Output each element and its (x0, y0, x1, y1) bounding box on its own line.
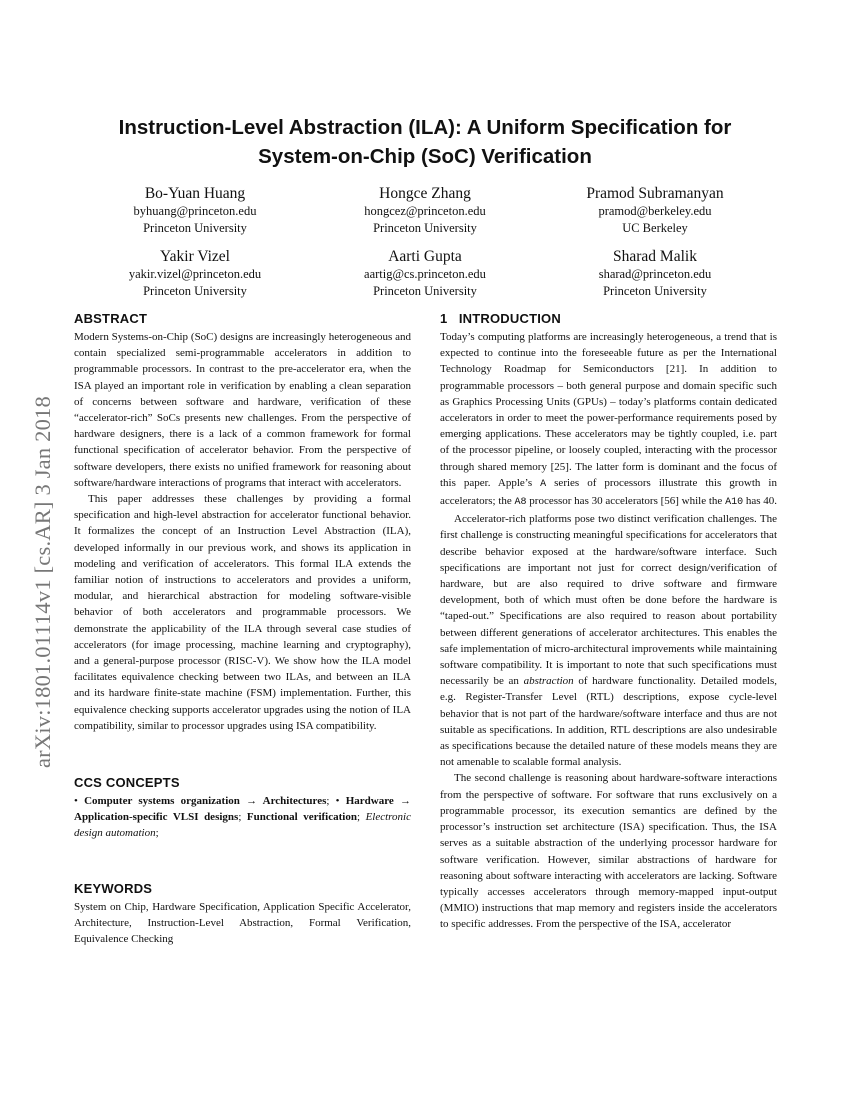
intro-text: Today’s computing platforms are increasingly heterogeneous, a trend that is expected to continue into the foreseeable future as per the International Technology Roadmap for Semiconductors [21]. In addition to programmable processors – both general purpose and domain specific such as Graphics Processing Units (GPUs) – today’s platforms contain dedicated accelerators in order to meet the power-performance requirements posed by emerging applications. These accelerators may be tightly coupled, i.e. part of the processor pipeline, or loosely coupled, interacting with the processor through shared memory [25]. The latter form is dominant and the focus of this paper. Apple’s (440, 331, 777, 489)
keywords-text: System on Chip, Hardware Specification, Application Specific Accelerator, Architecture, Instruction-Level Abstraction, Formal Verification, Equivalence Checking (74, 900, 411, 946)
ccs-concept-2: Hardware → Application-specific VLSI designs (74, 795, 411, 824)
ccs-separator: ; (356, 811, 366, 824)
ccs-end: ; (155, 827, 159, 840)
processor-name-a8: A8 (514, 497, 527, 509)
abstract-section (74, 310, 411, 734)
author-email: pramod@berkeley.edu (598, 204, 712, 218)
intro-text: series of processors illustrate this growth in accelerators; the (440, 476, 777, 508)
author-name: Pramod Subramanyan (586, 185, 724, 202)
author-name: Bo-Yuan Huang (144, 185, 246, 202)
introduction-heading: 1 INTRODUCTION (440, 311, 561, 326)
ccs-separator: ; (238, 811, 247, 824)
ccs-bullet: • (74, 795, 85, 808)
right-column (440, 310, 777, 945)
processor-name-a: A (540, 478, 547, 490)
title-line-1: Instruction-Level Abstraction (ILA): A Uniform Specification for (118, 116, 732, 139)
author-email: aartig@cs.princeton.edu (364, 267, 486, 281)
intro-text: has 40. (743, 495, 778, 508)
intro-text: Accelerator-rich platforms pose two distinct verification challenges. The first challenge is constructing meaningful specifications for accelerators that describe behavior exposed at the hardware/software interface. Such specifications are important not just for correct design/verification of hardware, but are also required to drive software and firmware development, both of which must often be done before the hardware is “taped-out.” Specifications are also required to reason about portability between different generations of accelerator architectures. This enables the safe implementation of micro-architectural improvements while maintaining software compatibility. It is important to note that such specifications must necessarily be an (440, 513, 777, 688)
author-3 (535, 184, 775, 236)
author-affiliation: UC Berkeley (622, 220, 688, 235)
author-4 (75, 247, 315, 299)
author-name: Aarti Gupta (388, 248, 462, 265)
author-2 (305, 184, 545, 236)
author-affiliation: Princeton University (143, 220, 247, 235)
intro-text: of hardware functionality. Detailed models, e.g. Register-Transfer Level (RTL) descriptions, expose cycle-level behavior that is not part of the hardware/software interface and thus are not suitable as specifications. In addition, RTL descriptions are also undesirable as specifications because the detailed nature of these models means they are not amenable to scalable formal analysis. (440, 675, 777, 769)
intro-paragraph-3: The second challenge is reasoning about hardware-software interactions from the perspective of software. For software that runs exclusively on a programmable processor, its execution semantics are defined by the processor’s instruction set architecture (ISA) specification. Thus, the ISA serves as a suitable abstraction of the underlying processor hardware for software verification. However, similar abstractions of hardware for reasoning about software interacting with accelerators are lacking. Software typically accesses accelerators through memory-mapped input-output (MMIO) instructions that map memory and registers inside the accelerators to specific addresses. From the perspective of the ISA, accelerator (440, 772, 777, 931)
ccs-concept-4: Electronic design automation (74, 811, 411, 840)
author-email: sharad@princeton.edu (598, 267, 712, 281)
ccs-concept-1: Computer systems organization → Architectures (84, 795, 327, 808)
paper-title (60, 113, 790, 171)
emphasis-abstraction: abstraction (523, 675, 574, 688)
intro-paragraph-2 (440, 511, 777, 770)
abstract-paragraph-1: Modern Systems-on-Chip (SoC) designs are increasingly heterogeneous and contain specialized semi-programmable accelerators in addition to programmable processors. In contrast to the pre-accelerator era, when the ISA played an important role in verification by enabling a clean separation of concerns between software and hardware, verification of these “accelerator-rich” SoCs presents new challenges. From the perspective of hardware designers, there is a lack of a common framework for formal functional specification of accelerator behavior. From the perspective of software developers, there exists no unified framework for reasoning about software/hardware interactions of programs that interact with accelerators. (74, 331, 411, 489)
keywords-section (74, 880, 411, 948)
intro-text: processor has 30 accelerators [56] while the (526, 495, 726, 508)
author-affiliation: Princeton University (143, 283, 247, 298)
intro-paragraph-1 (440, 329, 777, 511)
author-email: byhuang@princeton.edu (133, 204, 257, 218)
abstract-heading: ABSTRACT (74, 311, 148, 326)
author-6 (535, 247, 775, 299)
author-name: Hongce Zhang (379, 185, 471, 202)
ccs-concepts-section (74, 774, 411, 842)
author-1 (75, 184, 315, 236)
abstract-paragraph-2: This paper addresses these challenges by providing a formal specification and high-level abstraction for accelerator functional behavior. It formalizes the concept of an Instruction Level Abstraction (ILA), developed informally in our previous work, and shows its application in modeling and verification of accelerators. This formal ILA extends the familiar notion of instructions to accelerators and provides a uniform, modular, and hierarchical abstraction for modeling software-visible behavior of both accelerators and programmable processors. We demonstrate the applicability of the ILA through several case studies of accelerators (for image processing, machine learning and cryptography), and a general-purpose processor (RISC-V). We show how the ILA model facilitates equivalence checking between two ILAs, and between an ILA and its hardware finite-state machine (FSM) implementation. Further, this equivalence checking supports accelerator upgrades using the notion of ILA compatibility, similar to processor upgrades using ISA compatibility. (74, 493, 411, 732)
ccs-separator: ; • (326, 795, 346, 808)
author-name: Yakir Vizel (160, 248, 230, 265)
title-line-2: System-on-Chip (SoC) Verification (258, 145, 592, 168)
ccs-concept-3: Functional verification (246, 811, 357, 824)
author-5 (305, 247, 545, 299)
left-column (74, 310, 411, 959)
introduction-section (440, 310, 777, 933)
author-name: Sharad Malik (613, 248, 697, 265)
author-email: yakir.vizel@princeton.edu (128, 267, 262, 281)
author-affiliation: Princeton University (373, 220, 477, 235)
processor-name-a10: A10 (725, 497, 744, 509)
author-affiliation: Princeton University (603, 283, 707, 298)
ccs-heading: CCS CONCEPTS (74, 775, 180, 791)
author-email: hongcez@princeton.edu (364, 204, 486, 218)
keywords-heading: KEYWORDS (74, 880, 153, 896)
author-affiliation: Princeton University (373, 283, 477, 298)
arxiv-identifier: arXiv:1801.01114v1 [cs.AR] 3 Jan 2018 (30, 396, 55, 768)
ccs-text (74, 793, 411, 842)
